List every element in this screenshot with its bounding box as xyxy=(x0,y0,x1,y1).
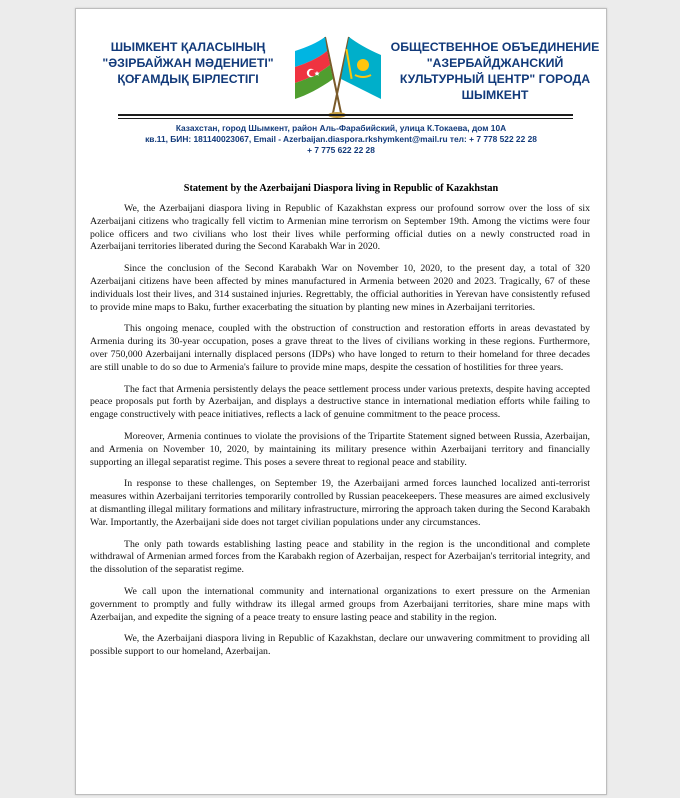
header-divider xyxy=(118,114,573,116)
org-name-russian-line: "АЗЕРБАЙДЖАНСКИЙ xyxy=(426,56,564,70)
statement-title: Statement by the Azerbaijani Diaspora living in Republic of Kazakhstan xyxy=(183,183,499,194)
header-divider-thin xyxy=(118,118,573,119)
phone-line: + 7 775 622 22 28 xyxy=(307,145,375,155)
paragraph: The only path towards establishing lasting peace and stability in the region is the unconditional and complete withdrawal of Armenian armed forces from the Karabakh region of Azerbaijan, respect for Azerbaijan's territorial integrity, and the dissolution of the separatist regime. xyxy=(90,538,590,576)
flags-logo-icon xyxy=(289,29,385,121)
azerbaijan-flag-icon xyxy=(295,37,341,113)
org-name-russian-line: ОБЩЕСТВЕННОЕ ОБЪЕДИНЕНИЕ xyxy=(390,40,600,54)
org-name-russian-line: КУЛЬТУРНЫЙ ЦЕНТР" ГОРОДА xyxy=(399,72,591,86)
paragraph: We, the Azerbaijani diaspora living in Republic of Kazakhstan express our profound sorrow over the loss of six Azerbaijani citizens who tragically fell victim to Armenian mine terrorism on September 19th. Among the victims were four police officers and two civilians who lost their lives while performing official duties on a newly constructed road in Azerbaijani territories liberated during the Second Karabakh War in 2020. xyxy=(90,203,590,253)
contact-line: кв.11, БИН: 181140023067, Email - Azerbaijan.diaspora.rkshymkent@mail.ru тел: + 7 778 522 22 28 xyxy=(145,134,537,144)
paragraph: We, the Azerbaijani diaspora living in Republic of Kazakhstan, declare our unwavering commitment to providing all possible support to our homeland, Azerbaijan. xyxy=(90,633,590,658)
paragraph: Since the conclusion of the Second Karabakh War on November 10, 2020, to the present day, a total of 320 Azerbaijani citizens have been affected by mines manufactured in Armenia between 2020 and 2023. Tragically, 67 of these individuals lost their lives, and 314 sustained injuries. Regrettably, the official authorities in Yerevan have consistently refused to provide mine maps to Baku, further exacerbating the situation by planting new mines in Azerbaijani territories. xyxy=(90,263,590,313)
document-page xyxy=(75,8,607,795)
organization-name-kazakh xyxy=(84,39,292,87)
address-line: Казахстан, город Шымкент, район Аль-Фарабийский, улица К.Токаева, дом 10А xyxy=(175,123,507,133)
paragraph: Moreover, Armenia continues to violate the provisions of the Tripartite Statement signed between Russia, Azerbaijan, and Armenia on November 10, 2020, by maintaining its military presence within Azerbaijani territory and financially supporting an illegal separatist regime. This poses a severe threat to regional peace and stability. xyxy=(90,430,590,468)
organization-name-russian xyxy=(390,39,600,103)
org-name-russian-line: ШЫМКЕНТ xyxy=(461,88,529,102)
paragraph: In response to these challenges, on September 19, the Azerbaijani armed forces launched localized anti-terrorist measures within Azerbaijani territories temporarily controlled by Russian peacekeepers. These measures are aimed exclusively at dismantling illegal military formations and military infrastructure, mirroring the approach taken during the Second Karabakh War. Importantly, the Azerbaijani side does not target civilian populations under any circumstances. xyxy=(90,478,590,528)
org-name-kazakh-line: "ӘЗІРБАЙЖАН МӘДЕНИЕТІ" xyxy=(102,56,274,70)
paragraph: We call upon the international community and international organizations to exert pressure on the Armenian government to promptly and fully withdraw its illegal armed groups from Azerbaijani territories, share mine maps with Azerbaijan, and expedite the signing of a peace treaty to ensure lasting peace and stability in the region. xyxy=(90,585,590,623)
org-name-kazakh-line: ШЫМКЕНТ ҚАЛАСЫНЫҢ xyxy=(110,40,266,54)
org-name-kazakh-line: ҚОҒАМДЫҚ БІРЛЕСТІГІ xyxy=(117,72,259,86)
statement-body xyxy=(90,203,590,668)
paragraph: This ongoing menace, coupled with the obstruction of construction and restoration efforts in areas devastated by Armenia during its 30-year occupation, poses a grave threat to the lives of civilians working in these regions. Furthermore, over 750,000 Azerbaijani internally displaced persons (IDPs) who have longed to return to their homeland for three decades are still unable to do so due to Armenia's failure to provide mine maps, despite the cessation of hostilities for three years. xyxy=(90,323,590,373)
kazakhstan-flag-icon xyxy=(333,37,381,113)
paragraph: The fact that Armenia persistently delays the peace settlement process under various pretexts, despite having accepted peace proposals put forth by Azerbaijan, and displays a destructive stance in international mediation efforts while failing to engage constructively with peace initiatives, reflects a lack of genuine commitment to the peace process. xyxy=(90,383,590,421)
